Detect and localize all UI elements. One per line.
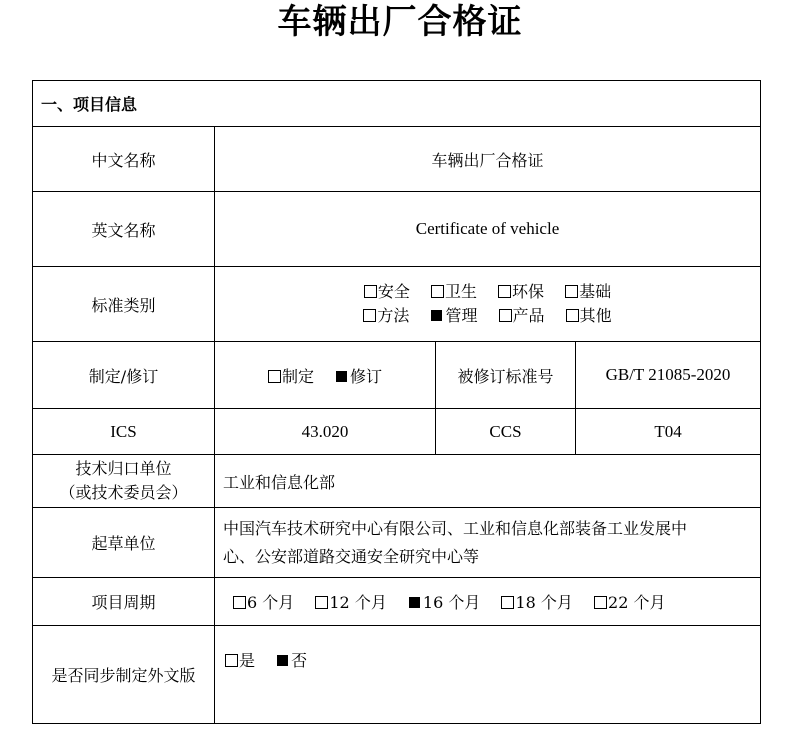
checkbox-label: 安全 bbox=[377, 282, 410, 301]
checkbox-empty-icon bbox=[499, 309, 512, 322]
section-title: 一、项目信息 bbox=[33, 81, 761, 127]
ics-value: 43.020 bbox=[215, 409, 436, 455]
ics-label: ICS bbox=[33, 409, 215, 455]
checkbox-revise[interactable] bbox=[335, 364, 382, 387]
checkbox-22-months[interactable] bbox=[594, 590, 665, 613]
checkbox-empty-icon bbox=[364, 285, 377, 298]
checkbox-18-months[interactable] bbox=[501, 590, 572, 613]
checkbox-label: 卫生 bbox=[444, 282, 477, 301]
checkbox-checked-icon bbox=[336, 371, 347, 382]
row-revision bbox=[33, 342, 761, 409]
checkbox-yes[interactable] bbox=[225, 648, 255, 671]
checkbox-empty-icon bbox=[363, 309, 376, 322]
checkbox-management[interactable] bbox=[430, 304, 477, 328]
tech-unit-label-line1: 技术归口单位 bbox=[75, 459, 172, 478]
draft-unit-label: 起草单位 bbox=[33, 508, 215, 578]
checkbox-product[interactable] bbox=[499, 304, 545, 328]
foreign-version-options bbox=[215, 626, 761, 724]
checkbox-label: 产品 bbox=[512, 306, 545, 325]
english-name-label: 英文名称 bbox=[33, 192, 215, 267]
project-info-table bbox=[32, 80, 761, 724]
checkbox-label: 制定 bbox=[281, 366, 314, 386]
checkbox-label: 22 个月 bbox=[608, 593, 666, 612]
checkbox-label: 其他 bbox=[579, 306, 612, 325]
checkbox-12-months[interactable] bbox=[315, 590, 386, 613]
period-label: 项目周期 bbox=[33, 578, 215, 626]
checkbox-label: 是 bbox=[239, 651, 256, 670]
checkbox-label: 6 个月 bbox=[247, 593, 295, 612]
tech-unit-label-line2: （或技术委员会） bbox=[59, 483, 188, 502]
checkbox-checked-icon bbox=[277, 655, 288, 666]
section-header-row bbox=[33, 81, 761, 127]
english-name-value: Certificate of vehicle bbox=[215, 192, 761, 267]
checkbox-no[interactable] bbox=[276, 648, 307, 671]
checkbox-hygiene[interactable] bbox=[431, 280, 477, 304]
checkbox-label: 16 个月 bbox=[422, 593, 481, 612]
checkbox-label: 环保 bbox=[512, 282, 545, 301]
document-title: 车辆出厂合格证 bbox=[277, 2, 523, 42]
checkbox-empty-icon bbox=[431, 285, 444, 298]
row-chinese-name bbox=[33, 127, 761, 192]
chinese-name-value: 车辆出厂合格证 bbox=[215, 127, 761, 192]
checkbox-formulate[interactable] bbox=[268, 364, 314, 387]
checkbox-label: 12 个月 bbox=[329, 593, 387, 612]
checkbox-empty-icon bbox=[225, 654, 238, 667]
revised-standard-value: GB/T 21085-2020 bbox=[576, 342, 761, 409]
checkbox-6-months[interactable] bbox=[233, 590, 294, 613]
period-options bbox=[215, 578, 761, 626]
checkbox-basic[interactable] bbox=[565, 280, 611, 304]
ccs-label: CCS bbox=[436, 409, 576, 455]
standard-category-label: 标准类别 bbox=[33, 267, 215, 342]
foreign-version-label: 是否同步制定外文版 bbox=[33, 626, 215, 724]
row-period bbox=[33, 578, 761, 626]
checkbox-empty-icon bbox=[498, 285, 511, 298]
checkbox-empty-icon bbox=[233, 596, 246, 609]
checkbox-16-months[interactable] bbox=[408, 590, 480, 613]
checkbox-label: 18 个月 bbox=[515, 593, 573, 612]
chinese-name-label: 中文名称 bbox=[33, 127, 215, 192]
checkbox-empty-icon bbox=[315, 596, 328, 609]
tech-unit-label bbox=[33, 455, 215, 508]
row-foreign-version bbox=[33, 626, 761, 724]
checkbox-empty-icon bbox=[565, 285, 578, 298]
revision-label: 制定/修订 bbox=[33, 342, 215, 409]
checkbox-label: 修订 bbox=[350, 366, 383, 386]
standard-category-options bbox=[215, 267, 761, 342]
checkbox-environment[interactable] bbox=[498, 280, 544, 304]
row-draft-unit bbox=[33, 508, 761, 578]
ccs-value: T04 bbox=[576, 409, 761, 455]
checkbox-label: 管理 bbox=[445, 306, 478, 325]
checkbox-label: 方法 bbox=[377, 306, 410, 325]
checkbox-label: 基础 bbox=[579, 282, 612, 301]
checkbox-empty-icon bbox=[566, 309, 579, 322]
checkbox-other[interactable] bbox=[566, 304, 612, 328]
standard-category-line1 bbox=[223, 280, 752, 304]
row-ics bbox=[33, 409, 761, 455]
checkbox-safety[interactable] bbox=[364, 280, 410, 304]
revision-options bbox=[215, 342, 436, 409]
standard-category-line2 bbox=[223, 304, 752, 328]
draft-unit-line1: 中国汽车技术研究中心有限公司、工业和信息化部装备工业发展中 bbox=[223, 518, 688, 538]
checkbox-checked-icon bbox=[431, 310, 442, 321]
row-tech-unit bbox=[33, 455, 761, 508]
checkbox-checked-icon bbox=[409, 597, 420, 608]
revised-standard-label: 被修订标准号 bbox=[436, 342, 576, 409]
tech-unit-value: 工业和信息化部 bbox=[215, 455, 761, 508]
checkbox-empty-icon bbox=[501, 596, 514, 609]
draft-unit-value bbox=[215, 508, 761, 578]
checkbox-method[interactable] bbox=[363, 304, 409, 328]
checkbox-empty-icon bbox=[268, 370, 281, 383]
row-standard-category bbox=[33, 267, 761, 342]
row-english-name bbox=[33, 192, 761, 267]
checkbox-label: 否 bbox=[291, 651, 308, 670]
checkbox-empty-icon bbox=[594, 596, 607, 609]
draft-unit-line2: 心、公安部道路交通安全研究中心等 bbox=[223, 546, 480, 566]
